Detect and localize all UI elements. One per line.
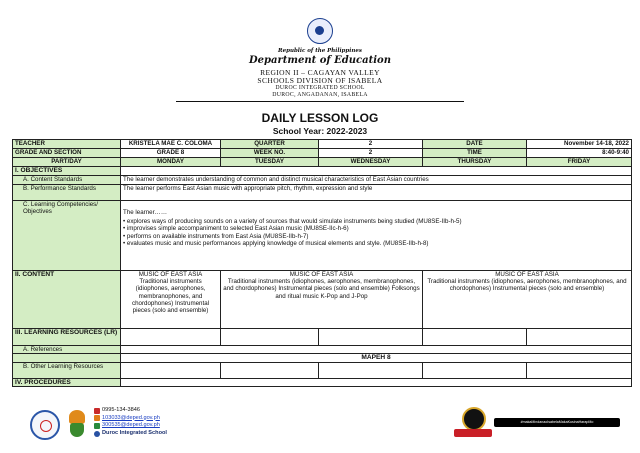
school-year: School Year: 2022-2023 bbox=[272, 126, 368, 136]
school-address: DUROC, ANGADANAN, ISABELA bbox=[272, 92, 368, 98]
hashtag-banner: #makaMindanaoIsabelaMakaKusinaHarapMo bbox=[494, 418, 620, 427]
resources-heading: III. LEARNING RESOURCES (LR) bbox=[13, 329, 121, 346]
grade-label: GRADE AND SECTION bbox=[13, 149, 121, 158]
day-tuesday: TUESDAY bbox=[221, 158, 319, 167]
teacher-value: KRISTELA MAE C. COLOMA bbox=[121, 140, 221, 149]
school-badge-icon bbox=[30, 410, 60, 440]
footer-branding bbox=[452, 407, 622, 437]
objectives-heading: I. OBJECTIVES bbox=[13, 167, 121, 176]
content-standards-row bbox=[13, 176, 632, 185]
email-icon bbox=[94, 415, 100, 421]
performance-standards-text: The learner performs East Asian music with appropriate pitch, rhythm, expression and style bbox=[121, 185, 632, 201]
content-monday-title: MUSIC OF EAST ASIA bbox=[138, 271, 203, 278]
performance-standards-label: B. Performance Standards bbox=[13, 185, 121, 201]
other-resources-label: B. Other Learning Resources bbox=[13, 363, 121, 379]
content-thu-fri-body: Traditional instruments (idiophones, aerophones, membranophones, and chordophones) Instrumental pieces (solo and ensemble) bbox=[427, 278, 627, 293]
day-monday: MONDAY bbox=[121, 158, 221, 167]
facebook-page[interactable]: Duroc Integrated School bbox=[102, 429, 167, 436]
content-thu-fri-title: MUSIC OF EAST ASIA bbox=[495, 271, 559, 278]
page-title: DAILY LESSON LOG bbox=[261, 111, 379, 125]
competencies-label: C. Learning Competencies/ Objectives bbox=[13, 201, 121, 271]
week-label: WEEK NO. bbox=[221, 149, 319, 158]
content-row bbox=[13, 271, 632, 329]
lesson-log-table bbox=[12, 139, 632, 387]
content-tue-wed-title: MUSIC OF EAST ASIA bbox=[289, 271, 354, 278]
content-tue-wed-body: Traditional instruments (idiophones, aerophones, membranophones, and chordophones) Instrumental pieces (solo and ensemble) Folksongs and ritual music K-Pop and J-Pop bbox=[223, 278, 420, 300]
day-thursday: THURSDAY bbox=[423, 158, 527, 167]
phone-number: 0995-134-3846 bbox=[102, 407, 140, 413]
competencies-row bbox=[13, 201, 632, 271]
date-value: November 14-18, 2022 bbox=[527, 140, 632, 149]
performance-standards-row bbox=[13, 185, 632, 201]
email-link-1[interactable]: 103033@deped.gov.ph bbox=[102, 414, 160, 421]
competency-item: • explores ways of producing sounds on a variety of sources that would simulate instruments being studied (MU8SE-IIb-h-5) bbox=[123, 218, 629, 225]
content-standards-text: The learner demonstrates understanding of common and distinct musical characteristics of East Asian countries bbox=[121, 176, 632, 185]
division-emblem-icon bbox=[454, 407, 492, 437]
day-wednesday: WEDNESDAY bbox=[319, 158, 423, 167]
date-label: DATE bbox=[423, 140, 527, 149]
time-value: 8:40-9:40 bbox=[527, 149, 632, 158]
week-value: 2 bbox=[319, 149, 423, 158]
header-divider bbox=[176, 101, 464, 102]
competencies-intro: The learner…… bbox=[123, 209, 168, 216]
days-row bbox=[13, 158, 632, 167]
objectives-heading-row bbox=[13, 167, 632, 176]
resources-heading-row bbox=[13, 329, 632, 346]
deped-seal bbox=[307, 18, 333, 44]
content-monday bbox=[121, 271, 221, 329]
references-label: A. References bbox=[13, 346, 121, 354]
content-tue-wed bbox=[221, 271, 423, 329]
info-row-2 bbox=[13, 149, 632, 158]
content-heading: II. CONTENT bbox=[13, 271, 121, 329]
school-logo-icon bbox=[66, 410, 88, 440]
other-resources-row bbox=[13, 363, 632, 379]
region-text: REGION II – CAGAYAN VALLEY bbox=[260, 68, 380, 77]
quarter-value: 2 bbox=[319, 140, 423, 149]
procedures-heading: IV. PROCEDURES bbox=[13, 379, 121, 387]
competencies-cell bbox=[121, 201, 632, 271]
procedures-row bbox=[13, 379, 632, 387]
teacher-label: TEACHER bbox=[13, 140, 121, 149]
references-row bbox=[13, 346, 632, 354]
department-text: Department of Education bbox=[249, 55, 391, 66]
republic-text: Republic of the Philippines bbox=[278, 48, 362, 54]
quarter-label: QUARTER bbox=[221, 140, 319, 149]
mapeh-label: MAPEH 8 bbox=[121, 354, 632, 363]
competency-item: • improvises simple accompaniment to selected East Asian music (MU8SE-IIc-h-6) bbox=[123, 225, 629, 232]
competency-item: • performs on available instruments from East Asia (MU8SE-IIb-h-7) bbox=[123, 233, 629, 240]
phone-icon bbox=[94, 408, 100, 414]
partday-label: PART/DAY bbox=[13, 158, 121, 167]
content-monday-body: Traditional instruments (idiophones, aerophones, membranophones, and chordophones) Instrumental pieces (solo and ensemble) bbox=[131, 278, 210, 315]
email-icon bbox=[94, 423, 100, 429]
grade-value: GRADE 8 bbox=[121, 149, 221, 158]
division-text: SCHOOLS DIVISION OF ISABELA bbox=[257, 76, 383, 85]
email-link-2[interactable]: 300535@deped.gov.ph bbox=[102, 422, 160, 429]
competency-item: • evaluates music and music performances applying knowledge of musical elements and style. (MU8SE-IIb-h-8) bbox=[123, 240, 629, 247]
content-thu-fri bbox=[423, 271, 632, 329]
mapeh-row bbox=[13, 354, 632, 363]
day-friday: FRIDAY bbox=[527, 158, 632, 167]
school-name: DUROC INTEGRATED SCHOOL bbox=[275, 85, 365, 91]
info-row-1 bbox=[13, 140, 632, 149]
time-label: TIME bbox=[423, 149, 527, 158]
facebook-icon bbox=[94, 431, 100, 437]
content-standards-label: A. Content Standards bbox=[13, 176, 121, 185]
